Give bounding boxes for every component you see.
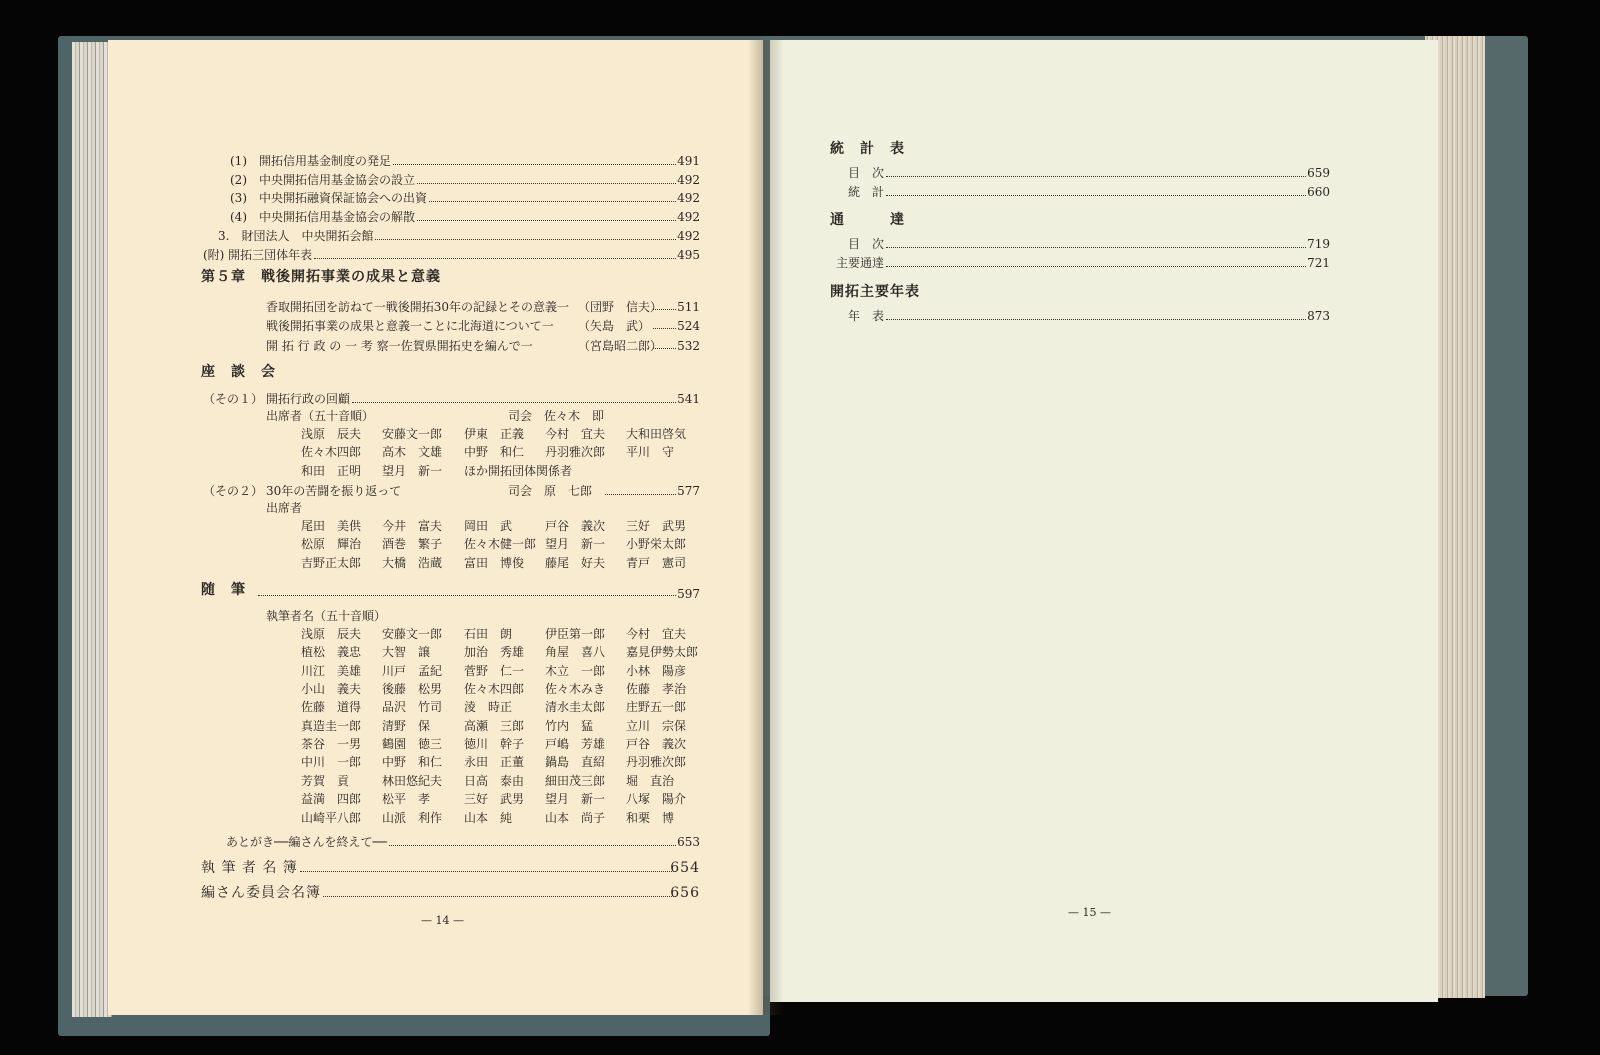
toc-page-number: 654	[670, 860, 700, 876]
person-name: 望月 新一	[545, 537, 606, 552]
person-name: 小山 義夫	[301, 682, 362, 697]
person-name: 戸谷 義次	[626, 737, 687, 752]
toc-page-number: 532	[677, 339, 700, 353]
person-name: 真造圭一郎	[301, 718, 362, 733]
person-name: 林田悠紀夫	[382, 773, 443, 788]
person-name: 佐々木みき	[545, 682, 606, 697]
authors-list-entry: 執 筆 者 名 簿	[201, 860, 298, 876]
person-name: 清野 保	[382, 718, 431, 733]
leader-dots	[653, 348, 676, 349]
toc-page-number: 491	[677, 154, 700, 168]
person-name: 竹内 猛	[545, 718, 594, 733]
person-name: 戸谷 義次	[545, 519, 606, 533]
person-name: 川戸 孟紀	[382, 663, 443, 678]
person-name: 益満 四郎	[301, 792, 362, 807]
chairperson: 司会 原 七郎	[508, 484, 593, 498]
person-name: 川江 美雄	[301, 663, 362, 678]
person-name: 三好 武男	[626, 519, 687, 533]
person-name: 清水圭太郎	[545, 700, 606, 715]
person-name: 加治 秀雄	[464, 645, 525, 660]
person-name: 尾田 美供	[301, 519, 362, 533]
person-name: 鶴園 徳三	[382, 737, 443, 752]
person-name: 細田茂三郎	[545, 773, 606, 788]
person-name: 小林 陽彦	[626, 663, 687, 678]
toc-page-number: 511	[677, 300, 700, 314]
person-name: 高木 文雄	[382, 445, 443, 460]
toc-page-number: 524	[677, 319, 700, 333]
person-name: 徳川 幹子	[464, 737, 525, 752]
person-name: 浅原 辰夫	[301, 627, 362, 641]
toc-entry: 目 次	[848, 166, 885, 180]
leader-dots	[375, 239, 676, 240]
leader-dots	[258, 595, 676, 596]
essay-title: 戦後開拓事業の成果と意義一ことに北海道について一	[266, 319, 554, 333]
essay-title: 香取開拓団を訪ねて一戦後開拓30年の記録とその意義一	[266, 300, 569, 314]
page-number: — 15 —	[1068, 906, 1111, 919]
person-name: 和田 正明	[301, 463, 362, 478]
section-heading: 統 計 表	[830, 141, 905, 157]
authors-label: 執筆者名（五十音順）	[266, 609, 387, 623]
person-name: 中野 和仁	[382, 755, 443, 770]
leader-dots	[886, 247, 1306, 248]
person-name: 安藤文一郎	[382, 627, 443, 641]
person-name: 角屋 喜八	[545, 645, 606, 660]
page-number: — 14 —	[421, 914, 464, 927]
toc-entry: (4) 中央開拓信用基金協会の解散	[230, 210, 415, 225]
person-name: 菅野 仁一	[464, 663, 525, 678]
leader-dots	[429, 201, 676, 202]
toc-entry: 統 計	[848, 184, 885, 199]
toc-page-number: 492	[677, 210, 700, 225]
person-name: 富田 博俊	[464, 555, 525, 570]
person-name: 和栗 博	[626, 810, 675, 825]
person-name: 佐藤 孝治	[626, 682, 687, 697]
committee-list-entry: 編さん委員会名簿	[201, 885, 321, 901]
toc-page-number: 492	[677, 191, 700, 206]
section-heading: 通 達	[830, 212, 905, 228]
toc-page-number: 577	[677, 484, 700, 498]
person-name: 伊東 正義	[464, 427, 525, 441]
attendees-label: 出席者	[266, 501, 303, 515]
toc-page-number: 492	[677, 228, 700, 243]
toc-page-number: 656	[670, 885, 700, 901]
person-name: 茶谷 一男	[301, 737, 362, 752]
leader-dots	[314, 258, 676, 259]
person-name: 吉野正太郎	[301, 555, 362, 570]
page-edges-left	[72, 42, 112, 1017]
person-name: 木立 一郎	[545, 663, 606, 678]
attendees-label: 出席者（五十音順）	[266, 409, 375, 423]
person-name: 酒巻 繁子	[382, 537, 443, 552]
leader-dots	[886, 176, 1306, 177]
person-name: 品沢 竹司	[382, 700, 443, 715]
leader-dots	[653, 328, 676, 329]
essay-title: 開 拓 行 政 の 一 考 察一佐賀県開拓史を編んで一	[266, 339, 533, 353]
chairperson: 司会 佐々木 即	[508, 409, 605, 423]
zadankai-label: （その１）	[203, 392, 264, 406]
toc-page-number: 597	[677, 587, 700, 601]
toc-page-number: 659	[1307, 166, 1330, 180]
leader-dots	[886, 195, 1306, 196]
person-name: 丹羽雅次郎	[626, 755, 687, 770]
toc-page-number: 541	[677, 392, 700, 406]
toc-page-number: 873	[1307, 309, 1330, 323]
person-name: 三好 武男	[464, 792, 525, 807]
person-name: 大和田啓気	[626, 427, 687, 441]
person-name: 今村 宜夫	[545, 427, 606, 441]
person-name: 山崎平八郎	[301, 810, 362, 825]
person-name: 伊臣第一郎	[545, 627, 606, 641]
person-name: 堀 直治	[626, 773, 675, 788]
person-name: 松原 輝治	[301, 537, 362, 552]
leader-dots	[886, 266, 1306, 267]
left-page	[108, 40, 763, 1015]
leader-dots	[352, 402, 676, 403]
person-name: 芳賀 貢	[301, 773, 350, 788]
person-name: 平川 守	[626, 445, 675, 460]
toc-entry: (2) 中央開拓信用基金協会の設立	[230, 172, 415, 187]
toc-page-number: 721	[1307, 255, 1330, 270]
person-name: 庄野五一郎	[626, 700, 687, 715]
person-name: 望月 新一	[545, 792, 606, 807]
person-name: ほか開拓団体関係者	[464, 463, 573, 478]
toc-page-number: 495	[677, 247, 700, 262]
person-name: 今村 宜夫	[626, 627, 687, 641]
toc-entry: 年 表	[848, 309, 885, 323]
toc-entry: 主要通達	[836, 255, 885, 270]
leader-dots	[886, 319, 1306, 320]
person-name: 浅原 辰夫	[301, 427, 362, 441]
person-name: 佐々木四郎	[464, 682, 525, 697]
leader-dots	[300, 871, 676, 872]
person-name: 山派 利作	[382, 810, 443, 825]
zadankai-title: 30年の苦闘を振り返って	[266, 484, 402, 498]
afterword-entry: あとがき──編さんを終えて──	[226, 835, 387, 849]
person-name: 安藤文一郎	[382, 427, 443, 441]
leader-dots	[417, 183, 676, 184]
person-name: 松平 孝	[382, 792, 431, 807]
toc-entry: 目 次	[848, 237, 885, 251]
person-name: 青戸 憲司	[626, 555, 687, 570]
person-name: 嘉見伊勢太郎	[626, 645, 699, 660]
person-name: 佐々木健一郎	[464, 537, 537, 552]
person-name: 中野 和仁	[464, 445, 525, 460]
person-name: 山本 尚子	[545, 810, 606, 825]
person-name: 八塚 陽介	[626, 792, 687, 807]
leader-dots	[605, 494, 676, 495]
person-name: 鍋島 直紹	[545, 755, 606, 770]
toc-page-number: 492	[677, 172, 700, 187]
person-name: 戸嶋 芳雄	[545, 737, 606, 752]
essay-author: （宮島昭二郎）	[578, 339, 663, 353]
person-name: 後藤 松男	[382, 682, 443, 697]
person-name: 永田 正董	[464, 755, 525, 770]
person-name: 山本 純	[464, 810, 513, 825]
person-name: 今井 富夫	[382, 519, 443, 533]
book-spine-shadow	[748, 40, 784, 1015]
toc-entry: 3. 財団法人 中央開拓会館	[218, 228, 374, 243]
person-name: 望月 新一	[382, 463, 443, 478]
zadankai-label: （その２）	[203, 484, 264, 498]
person-name: 日高 泰由	[464, 773, 525, 788]
toc-page-number: 660	[1307, 184, 1330, 199]
toc-entry: (附) 開拓三団体年表	[203, 247, 313, 262]
person-name: 大橋 浩蔵	[382, 555, 443, 570]
right-page	[770, 40, 1438, 1002]
leader-dots	[323, 896, 676, 897]
toc-page-number: 653	[677, 835, 700, 849]
section-heading: 随 筆	[201, 582, 246, 598]
person-name: 高瀬 三郎	[464, 718, 525, 733]
person-name: 中川 一郎	[301, 755, 362, 770]
leader-dots	[417, 220, 676, 221]
zadankai-title: 開拓行政の回顧	[266, 392, 351, 406]
person-name: 佐藤 道得	[301, 700, 362, 715]
person-name: 丹羽雅次郎	[545, 445, 606, 460]
person-name: 小野栄太郎	[626, 537, 687, 552]
essay-author: （矢島 武）	[578, 319, 651, 333]
section-heading: 座 談 会	[201, 364, 276, 380]
person-name: 佐々木四郎	[301, 445, 362, 460]
toc-page-number: 719	[1307, 237, 1330, 251]
person-name: 岡田 武	[464, 519, 513, 533]
chapter-heading: 第５章 戦後開拓事業の成果と意義	[201, 269, 441, 285]
essay-author: （団野 信夫）	[578, 300, 663, 314]
leader-dots	[393, 164, 676, 165]
toc-entry: (1) 開拓信用基金制度の発足	[230, 154, 391, 168]
toc-entry: (3) 中央開拓融資保証協会への出資	[230, 191, 427, 206]
person-name: 藤尾 好夫	[545, 555, 606, 570]
person-name: 植松 義忠	[301, 645, 362, 660]
person-name: 淩 時正	[464, 700, 513, 715]
leader-dots	[653, 309, 676, 310]
leader-dots	[389, 845, 676, 846]
section-heading: 開拓主要年表	[830, 284, 920, 300]
person-name: 石田 朗	[464, 627, 513, 641]
person-name: 大智 譲	[382, 645, 431, 660]
person-name: 立川 宗保	[626, 718, 687, 733]
